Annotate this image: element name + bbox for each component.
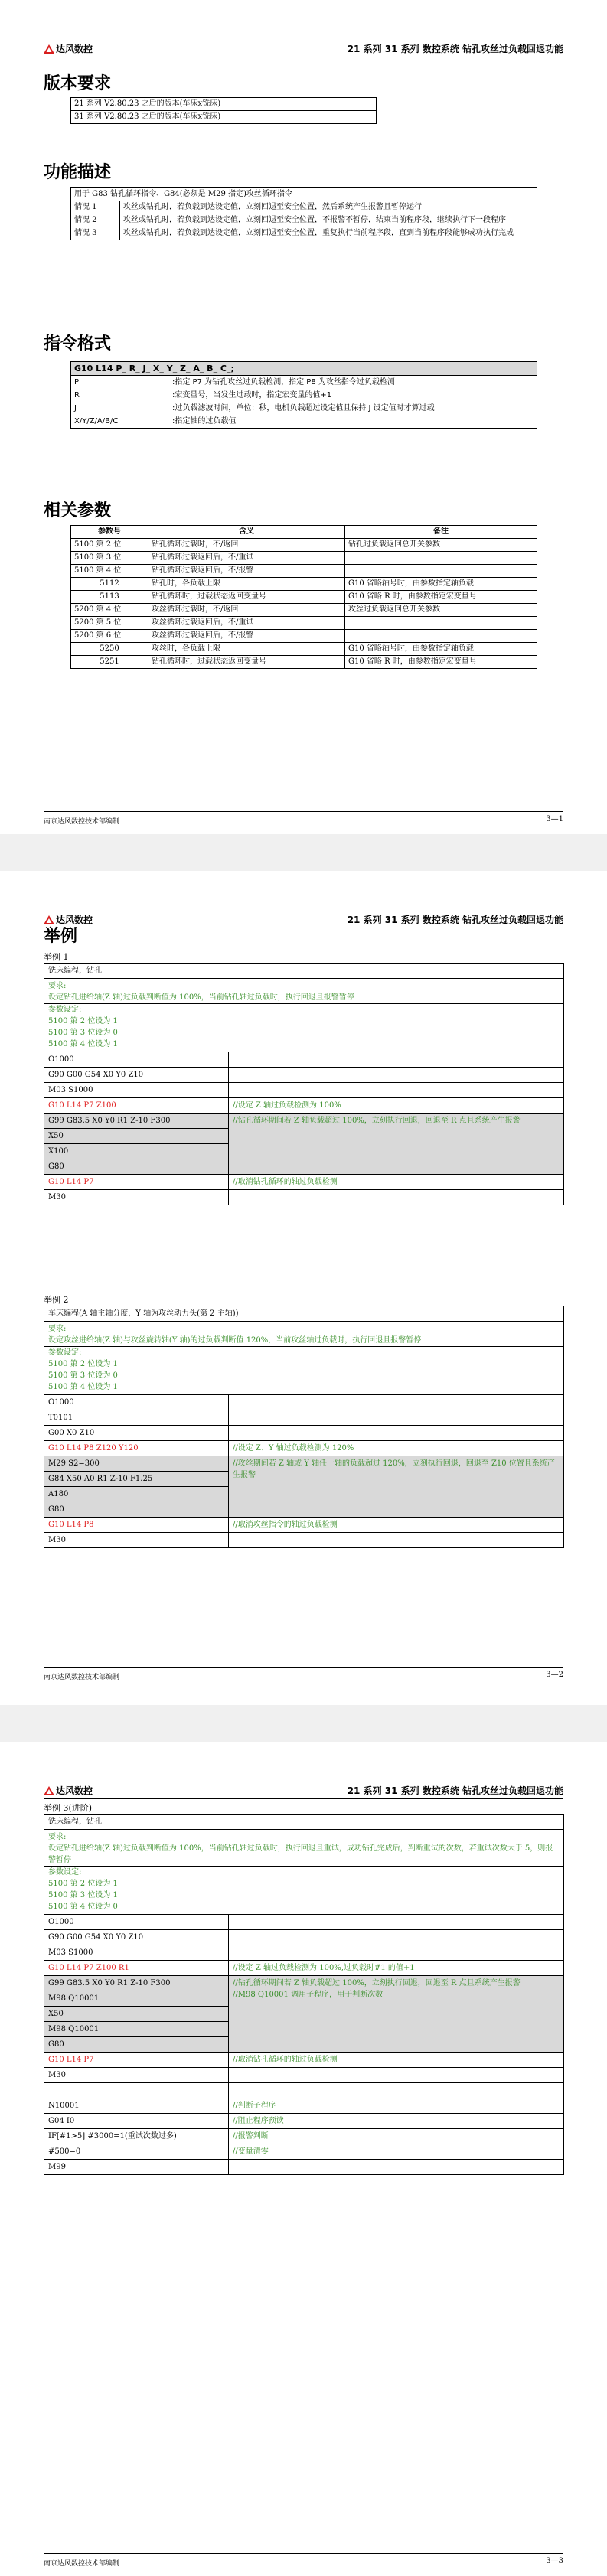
code-row bbox=[44, 2083, 564, 2098]
footer-org: 南京达风数控技术部编制 bbox=[44, 1674, 120, 1681]
table-row: 5100 第 4 位 钻孔循环过载返回后，不/报警 bbox=[71, 565, 537, 578]
code-row: G10 L14 P8 //取消攻丝指令的轴过负载检测 bbox=[44, 1518, 564, 1533]
footer-org: 南京达风数控技术部编制 bbox=[44, 2560, 120, 2568]
code-row: A180 bbox=[44, 1487, 564, 1502]
section-heading-command: 指令格式 bbox=[44, 334, 112, 354]
table-row: 5112 钻孔时，各负载上限 G10 省略轴号时，由参数指定轴负载 bbox=[71, 578, 537, 591]
example-title: 车床编程(A 轴主轴分度，Y 轴为攻丝动力头(第 2 主轴)) bbox=[44, 1306, 564, 1322]
code-row: M30 bbox=[44, 1533, 564, 1548]
page-number: 3—2 bbox=[546, 1671, 563, 1679]
page-footer bbox=[44, 811, 563, 827]
example-title: 铣床编程，钻孔 bbox=[44, 964, 564, 979]
page-header bbox=[44, 40, 563, 57]
command-param: P :指定 P7 为钻孔攻丝过负载检测，指定 P8 为攻丝指令过负载检测 bbox=[74, 378, 395, 386]
case-text: 攻丝或钻孔时，若负载到达设定值，立刻回退至安全位置，重复执行当前程序段，直到当前程序段能够成功执行完成 bbox=[120, 227, 537, 240]
page-footer bbox=[44, 2553, 563, 2569]
header-title: 21 系列 31 系列 数控系统 钻孔攻丝过负载回退功能 bbox=[347, 915, 563, 925]
example-notes: 要求: 设定钻孔进给轴(Z 轴)过负载判断值为 100%，当前钻孔轴过负载时，执行回退且报警暂停 参数设定: 5100 第 2 位设为 1 5100 第 3 位设为 0 5100 第 4 位设为 1 bbox=[44, 979, 564, 1052]
code-row: #500=0 //变量清零 bbox=[44, 2144, 564, 2160]
page-1 bbox=[0, 0, 607, 834]
command-param: R :宏变量号，当发生过载时，指定宏变量的值+1 bbox=[74, 391, 332, 399]
code-row: G80 bbox=[44, 2037, 564, 2053]
code-row: G90 G00 G54 X0 Y0 Z10 bbox=[44, 1930, 564, 1945]
code-row: G84 X50 A0 R1 Z-10 F1.25 bbox=[44, 1472, 564, 1487]
code-row: M30 bbox=[44, 1190, 564, 1205]
code-row: O1000 bbox=[44, 1395, 564, 1410]
example-label: 举例 1 bbox=[44, 952, 69, 962]
page-number: 3—3 bbox=[546, 2557, 563, 2565]
code-row: G80 bbox=[44, 1502, 564, 1518]
table-row: 5100 第 3 位 钻孔循环过载返回后，不/重试 bbox=[71, 552, 537, 565]
company-logo: 达风数控 bbox=[44, 913, 93, 926]
group-comment: //钻孔循环期间若 Z 轴负载超过 100%，立刻执行回退，回退至 R 点且系统产生报警 //M98 Q10001 调用子程序，用于判断次数 bbox=[229, 1976, 564, 2053]
case-name: 情况 2 bbox=[71, 214, 120, 227]
code-row: M30 bbox=[44, 2068, 564, 2083]
code-row: G99 G83.5 X0 Y0 R1 Z-10 F300 //钻孔循环期间若 Z 轴负载超过 100%，立刻执行回退，回退至 R 点且系统产生报警 bbox=[44, 1114, 564, 1129]
company-logo bbox=[44, 42, 93, 55]
group-comment: //钻孔循环期间若 Z 轴负载超过 100%，立刻执行回退，回退至 R 点且系统产生报警 bbox=[229, 1114, 564, 1175]
version-table bbox=[70, 97, 377, 124]
example-1-table bbox=[44, 963, 564, 1205]
code-row: T0101 bbox=[44, 1410, 564, 1426]
header-title: 21 系列 31 系列 数控系统 钻孔攻丝过负载回退功能 bbox=[347, 44, 563, 54]
code-row: O1000 bbox=[44, 1052, 564, 1068]
col-header: 参数号 bbox=[71, 526, 148, 539]
example-notes: 要求: 设定攻丝进给轴(Z 轴)与攻丝旋转轴(Y 轴)的过负载判断值 120%，当前攻丝轴过负载时，执行回退且报警暂停 参数设定: 5100 第 2 位设为 1 5100 第 3 位设为 0 5100 第 4 位设为 1 bbox=[44, 1322, 564, 1395]
code-row: X100 bbox=[44, 1144, 564, 1159]
table-row: 5250 攻丝时，各负载上限 G10 省略轴号时，由参数指定轴负载 bbox=[71, 643, 537, 656]
header-title: 21 系列 31 系列 数控系统 钻孔攻丝过负载回退功能 bbox=[347, 1785, 563, 1796]
case-text: 攻丝或钻孔时，若负载到达设定值，立刻回退至安全位置，然后系统产生报警且暂停运行 bbox=[120, 201, 537, 214]
code-row: O1000 bbox=[44, 1915, 564, 1930]
logo-text: 达风数控 bbox=[56, 44, 93, 54]
example-label: 举例 2 bbox=[44, 1295, 69, 1305]
col-header: 含义 bbox=[148, 526, 345, 539]
code-row: G10 L14 P8 Z120 Y120 //设定 Z、Y 轴过负载检测为 120% bbox=[44, 1441, 564, 1456]
section-heading-function: 功能描述 bbox=[44, 163, 112, 182]
page-3 bbox=[0, 1742, 607, 2576]
page-header bbox=[44, 911, 563, 928]
col-header: 备注 bbox=[345, 526, 537, 539]
code-row: G99 G83.5 X0 Y0 R1 Z-10 F300 //钻孔循环期间若 Z 轴负载超过 100%，立刻执行回退，回退至 R 点且系统产生报警 //M98 Q10001 调用子程序，用于判断次数 bbox=[44, 1976, 564, 1991]
code-row: IF[#1>5] #3000=1(重试次数过多) //报警判断 bbox=[44, 2129, 564, 2144]
function-intro: 用于 G83 钻孔循环指令、G84(必须是 M29 指定)攻丝循环指令 bbox=[71, 188, 537, 201]
version-row: 21 系列 V2.80.23 之后的版本(车床x铣床) bbox=[71, 98, 377, 111]
case-name: 情况 3 bbox=[71, 227, 120, 240]
params-table bbox=[70, 525, 537, 669]
code-row: X50 bbox=[44, 2007, 564, 2022]
case-text: 攻丝或钻孔时，若负载到达设定值，立刻回退至安全位置，不报警不暂停，结束当前程序段，继续执行下一段程序 bbox=[120, 214, 537, 227]
logo-triangle-icon bbox=[44, 44, 54, 54]
code-row: M99 bbox=[44, 2160, 564, 2175]
code-row: G10 L14 P7 //取消钻孔循环的轴过负载检测 bbox=[44, 1175, 564, 1190]
code-row: G10 L14 P7 //取消钻孔循环的轴过负载检测 bbox=[44, 2053, 564, 2068]
table-row: 5113 钻孔循环时，过载状态返回变量号 G10 省略 R 时，由参数指定宏变量号 bbox=[71, 591, 537, 604]
example-title: 铣床编程，钻孔 bbox=[44, 1815, 564, 1830]
command-format-box bbox=[70, 361, 537, 429]
group-comment: //攻丝期间若 Z 轴或 Y 轴任一轴的负载超过 120%，立刻执行回退，回退至 Z10 位置且系统产生报警 bbox=[229, 1456, 564, 1518]
page-footer bbox=[44, 1667, 563, 1683]
function-table bbox=[70, 187, 537, 240]
code-row: G90 G00 G54 X0 Y0 Z10 bbox=[44, 1068, 564, 1083]
example-notes: 要求: 设定钻孔进给轴(Z 轴)过负载判断值为 100%，当前钻孔轴过负载时，执行回退且重试，成功钻孔完成后，判断重试的次数，若重试次数大于 5，则报警暂停 参数设定: 5100 第 2 位设为 1 5100 第 3 位设为 1 5100 第 4 位设为 0 bbox=[44, 1830, 564, 1915]
case-name: 情况 1 bbox=[71, 201, 120, 214]
code-row: G10 L14 P7 Z100 R1 //设定 Z 轴过负载检测为 100%,过负载时#1 的值+1 bbox=[44, 1961, 564, 1976]
code-row: M29 S2=300 //攻丝期间若 Z 轴或 Y 轴任一轴的负载超过 120%，立刻执行回退，回退至 Z10 位置且系统产生报警 bbox=[44, 1456, 564, 1472]
code-row: X50 bbox=[44, 1129, 564, 1144]
company-logo: 达风数控 bbox=[44, 1784, 93, 1797]
version-row: 31 系列 V2.80.23 之后的版本(车床x铣床) bbox=[71, 111, 377, 124]
example-label: 举例 3(进阶) bbox=[44, 1803, 93, 1813]
table-row: 5251 钻孔循环时，过载状态返回变量号 G10 省略 R 时，由参数指定宏变量号 bbox=[71, 656, 537, 669]
code-row: M03 S1000 bbox=[44, 1083, 564, 1098]
section-heading-examples: 举例 bbox=[44, 927, 78, 946]
section-heading-params: 相关参数 bbox=[44, 501, 112, 520]
code-row: M98 Q10001 bbox=[44, 1991, 564, 2007]
table-row: 5200 第 5 位 攻丝循环过载返回后，不/重试 bbox=[71, 617, 537, 630]
code-row: N10001 //判断子程序 bbox=[44, 2098, 564, 2114]
command-syntax: G10 L14 P_ R_ J_ X_ Y_ Z_ A_ B_ C_; bbox=[71, 362, 537, 376]
command-param: X/Y/Z/A/B/C :指定轴的过负载值 bbox=[74, 417, 237, 426]
table-row: 5100 第 2 位 钻孔循环过载时，不/返回 钻孔过负载返回总开关参数 bbox=[71, 539, 537, 552]
code-row: M03 S1000 bbox=[44, 1945, 564, 1961]
logo-triangle-icon bbox=[44, 1786, 54, 1795]
page-header bbox=[44, 1782, 563, 1799]
example-2-table bbox=[44, 1306, 564, 1548]
code-row: G10 L14 P7 Z100 //设定 Z 轴过负载检测为 100% bbox=[44, 1098, 564, 1114]
example-3-table bbox=[44, 1814, 564, 2175]
page-2 bbox=[0, 871, 607, 1705]
code-row: M98 Q10001 bbox=[44, 2022, 564, 2037]
code-row: G04 I0 //阻止程序预读 bbox=[44, 2114, 564, 2129]
command-param: J :过负载滤波时间，单位：秒，电机负载超过设定值且保持 J 设定值时才算过载 bbox=[74, 404, 435, 412]
table-row: 5200 第 4 位 攻丝循环过载时，不/返回 攻丝过负载返回总开关参数 bbox=[71, 604, 537, 617]
footer-org: 南京达风数控技术部编制 bbox=[44, 818, 120, 826]
table-row: 5200 第 6 位 攻丝循环过载返回后，不/报警 bbox=[71, 630, 537, 643]
page-number: 3—1 bbox=[546, 815, 563, 823]
code-row: G00 X0 Z10 bbox=[44, 1426, 564, 1441]
code-row: G80 bbox=[44, 1159, 564, 1175]
section-heading-version: 版本要求 bbox=[44, 74, 112, 93]
